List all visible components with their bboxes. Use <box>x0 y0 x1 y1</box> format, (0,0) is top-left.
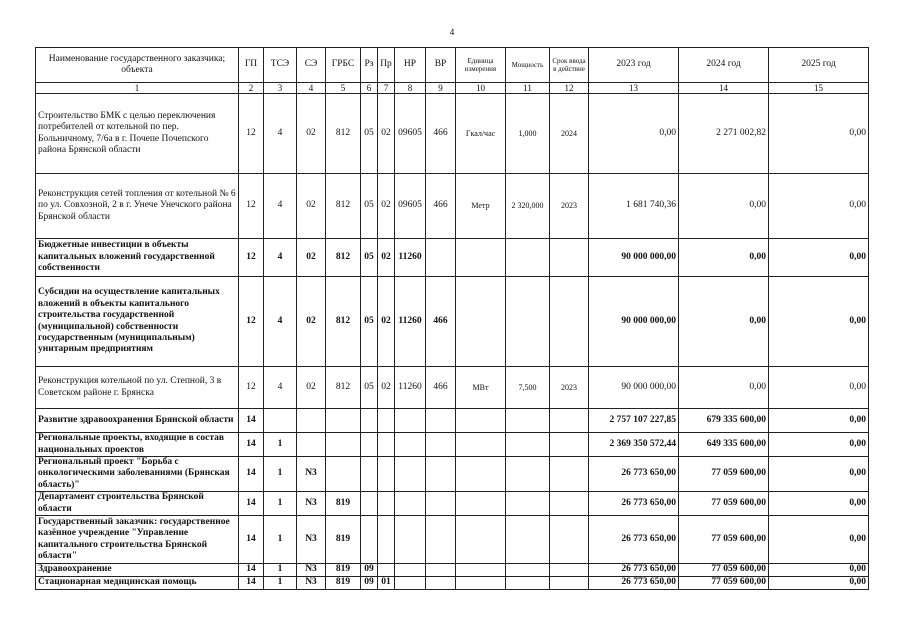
cell-amount-2025: 0,00 <box>769 492 869 516</box>
header-pr: Пр <box>378 48 395 83</box>
cell-rz: 09 <box>361 564 378 577</box>
table-row <box>36 94 869 174</box>
cell-commissioning-year <box>550 577 589 590</box>
cell-object-name: Реконструкция котельной по ул. Степной, 3 в Советском районе г. Брянска <box>36 367 239 409</box>
cell-pr: 02 <box>378 277 395 367</box>
cell-amount-2023: 90 000 000,00 <box>589 239 679 277</box>
cell-amount-2023: 26 773 650,00 <box>589 492 679 516</box>
cell-capacity <box>506 492 550 516</box>
column-index: 12 <box>550 83 589 94</box>
cell-nr: 09605 <box>395 94 426 174</box>
cell-amount-2023: 2 369 350 572,44 <box>589 433 679 457</box>
table-row <box>36 277 869 367</box>
cell-pr <box>378 457 395 492</box>
cell-pr <box>378 492 395 516</box>
cell-unit <box>456 457 506 492</box>
cell-amount-2024: 77 059 600,00 <box>679 492 769 516</box>
cell-rz: 09 <box>361 577 378 590</box>
cell-unit <box>456 433 506 457</box>
cell-vr: 466 <box>426 367 456 409</box>
cell-amount-2023: 26 773 650,00 <box>589 457 679 492</box>
cell-gp: 12 <box>239 239 264 277</box>
header-rz: Рз <box>361 48 378 83</box>
cell-grbs: 819 <box>326 577 361 590</box>
cell-gp: 14 <box>239 516 264 564</box>
cell-amount-2024: 0,00 <box>679 277 769 367</box>
cell-unit <box>456 564 506 577</box>
cell-vr <box>426 492 456 516</box>
cell-pr <box>378 564 395 577</box>
cell-grbs: 819 <box>326 516 361 564</box>
cell-amount-2024: 77 059 600,00 <box>679 564 769 577</box>
cell-grbs: 819 <box>326 492 361 516</box>
cell-amount-2025: 0,00 <box>769 239 869 277</box>
cell-grbs: 812 <box>326 367 361 409</box>
table-row <box>36 174 869 239</box>
cell-gp: 14 <box>239 409 264 433</box>
cell-unit <box>456 277 506 367</box>
cell-gp: 14 <box>239 457 264 492</box>
cell-nr: 09605 <box>395 174 426 239</box>
cell-se <box>297 409 326 433</box>
cell-vr <box>426 433 456 457</box>
cell-nr <box>395 492 426 516</box>
budget-table <box>35 47 869 590</box>
table-row <box>36 564 869 577</box>
cell-object-name: Стационарная медицинская помощь <box>36 577 239 590</box>
column-index: 10 <box>456 83 506 94</box>
cell-gp: 14 <box>239 577 264 590</box>
cell-commissioning-year <box>550 239 589 277</box>
cell-capacity: 1,000 <box>506 94 550 174</box>
cell-grbs: 812 <box>326 174 361 239</box>
header-row <box>36 48 869 83</box>
cell-tse: 1 <box>264 577 297 590</box>
cell-gp: 14 <box>239 433 264 457</box>
header-2023: 2023 год <box>589 48 679 83</box>
cell-gp: 14 <box>239 564 264 577</box>
column-index: 14 <box>679 83 769 94</box>
cell-pr <box>378 409 395 433</box>
cell-rz <box>361 516 378 564</box>
cell-amount-2024: 0,00 <box>679 367 769 409</box>
cell-rz: 05 <box>361 239 378 277</box>
cell-grbs: 812 <box>326 239 361 277</box>
column-index-row <box>36 83 869 94</box>
column-index: 1 <box>36 83 239 94</box>
cell-se: 02 <box>297 367 326 409</box>
cell-se: N3 <box>297 492 326 516</box>
cell-object-name: Строительство БМК с целью переключения потребителей от котельной по пер. Больничному, 7/6а в г. Почепе Почепского района Брянской области <box>36 94 239 174</box>
column-index: 13 <box>589 83 679 94</box>
cell-object-name: Региональные проекты, входящие в состав национальных проектов <box>36 433 239 457</box>
cell-grbs: 812 <box>326 277 361 367</box>
column-index: 11 <box>506 83 550 94</box>
cell-grbs: 812 <box>326 94 361 174</box>
cell-tse: 1 <box>264 433 297 457</box>
header-commissioning: Срок ввода в действие <box>550 48 589 83</box>
cell-grbs: 819 <box>326 564 361 577</box>
cell-se: 02 <box>297 239 326 277</box>
cell-nr: 11260 <box>395 367 426 409</box>
cell-amount-2024: 77 059 600,00 <box>679 516 769 564</box>
table-row <box>36 239 869 277</box>
cell-rz: 05 <box>361 277 378 367</box>
cell-se: N3 <box>297 516 326 564</box>
cell-gp: 12 <box>239 277 264 367</box>
cell-se: N3 <box>297 457 326 492</box>
cell-amount-2023: 0,00 <box>589 94 679 174</box>
cell-amount-2024: 0,00 <box>679 239 769 277</box>
cell-gp: 12 <box>239 174 264 239</box>
header-grbs: ГРБС <box>326 48 361 83</box>
cell-commissioning-year <box>550 564 589 577</box>
cell-tse: 4 <box>264 174 297 239</box>
cell-nr: 11260 <box>395 277 426 367</box>
cell-rz: 05 <box>361 94 378 174</box>
cell-se: 02 <box>297 94 326 174</box>
column-index: 2 <box>239 83 264 94</box>
cell-object-name: Реконструкция сетей топления от котельной № 6 по ул. Совхозной, 2 в г. Унече Унечского района Брянской области <box>36 174 239 239</box>
cell-amount-2025: 0,00 <box>769 367 869 409</box>
table-row <box>36 409 869 433</box>
cell-object-name: Региональный проект "Борьба с онкологическими заболеваниями (Брянская область)" <box>36 457 239 492</box>
cell-tse: 4 <box>264 94 297 174</box>
cell-tse: 1 <box>264 564 297 577</box>
cell-amount-2023: 1 681 740,36 <box>589 174 679 239</box>
cell-vr <box>426 564 456 577</box>
table-row <box>36 516 869 564</box>
cell-se: 02 <box>297 174 326 239</box>
cell-capacity <box>506 577 550 590</box>
column-index: 4 <box>297 83 326 94</box>
cell-se: N3 <box>297 564 326 577</box>
cell-object-name: Субсидии на осуществление капитальных вложений в объекты капитального строительства государственной (муниципальной) собственности государственным (муниципальным) унитарным предприятиям <box>36 277 239 367</box>
cell-commissioning-year: 2024 <box>550 94 589 174</box>
cell-amount-2025: 0,00 <box>769 409 869 433</box>
cell-capacity <box>506 457 550 492</box>
cell-rz <box>361 492 378 516</box>
cell-unit <box>456 239 506 277</box>
table-row <box>36 492 869 516</box>
cell-vr <box>426 577 456 590</box>
header-se: СЭ <box>297 48 326 83</box>
cell-amount-2025: 0,00 <box>769 433 869 457</box>
cell-rz <box>361 409 378 433</box>
header-2025: 2025 год <box>769 48 869 83</box>
cell-pr <box>378 516 395 564</box>
cell-capacity <box>506 277 550 367</box>
header-unit: Единица измерения <box>456 48 506 83</box>
column-index: 9 <box>426 83 456 94</box>
cell-unit: Метр <box>456 174 506 239</box>
cell-amount-2023: 26 773 650,00 <box>589 564 679 577</box>
cell-amount-2024: 2 271 002,82 <box>679 94 769 174</box>
header-tse: ТСЭ <box>264 48 297 83</box>
cell-amount-2025: 0,00 <box>769 174 869 239</box>
cell-grbs <box>326 457 361 492</box>
cell-nr <box>395 516 426 564</box>
cell-se: N3 <box>297 577 326 590</box>
cell-object-name: Развитие здравоохранения Брянской области <box>36 409 239 433</box>
cell-unit: МВт <box>456 367 506 409</box>
cell-tse: 1 <box>264 516 297 564</box>
cell-nr <box>395 457 426 492</box>
cell-tse: 4 <box>264 277 297 367</box>
cell-amount-2025: 0,00 <box>769 564 869 577</box>
cell-vr <box>426 457 456 492</box>
cell-unit: Гкал/час <box>456 94 506 174</box>
cell-amount-2025: 0,00 <box>769 277 869 367</box>
cell-grbs <box>326 433 361 457</box>
column-index: 3 <box>264 83 297 94</box>
cell-unit <box>456 492 506 516</box>
cell-rz <box>361 433 378 457</box>
cell-amount-2024: 649 335 600,00 <box>679 433 769 457</box>
cell-grbs <box>326 409 361 433</box>
cell-amount-2023: 26 773 650,00 <box>589 577 679 590</box>
cell-rz: 05 <box>361 367 378 409</box>
cell-commissioning-year <box>550 277 589 367</box>
table-row <box>36 433 869 457</box>
cell-amount-2025: 0,00 <box>769 516 869 564</box>
cell-rz <box>361 457 378 492</box>
cell-nr <box>395 433 426 457</box>
cell-tse: 1 <box>264 492 297 516</box>
header-gp: ГП <box>239 48 264 83</box>
cell-commissioning-year <box>550 516 589 564</box>
header-capacity: Мощность <box>506 48 550 83</box>
cell-rz: 05 <box>361 174 378 239</box>
cell-vr: 466 <box>426 174 456 239</box>
cell-capacity <box>506 564 550 577</box>
header-2024: 2024 год <box>679 48 769 83</box>
table-row <box>36 577 869 590</box>
column-index: 6 <box>361 83 378 94</box>
cell-se <box>297 433 326 457</box>
header-name: Наименование государственного заказчика; объекта <box>36 48 239 83</box>
cell-nr: 11260 <box>395 239 426 277</box>
cell-pr: 02 <box>378 94 395 174</box>
cell-pr: 02 <box>378 239 395 277</box>
cell-gp: 12 <box>239 94 264 174</box>
cell-tse <box>264 409 297 433</box>
column-index: 8 <box>395 83 426 94</box>
cell-unit <box>456 516 506 564</box>
cell-amount-2023: 90 000 000,00 <box>589 367 679 409</box>
cell-unit <box>456 409 506 433</box>
cell-vr <box>426 239 456 277</box>
cell-nr <box>395 409 426 433</box>
cell-capacity <box>506 239 550 277</box>
cell-commissioning-year <box>550 492 589 516</box>
cell-pr: 02 <box>378 367 395 409</box>
column-index: 15 <box>769 83 869 94</box>
cell-pr: 02 <box>378 174 395 239</box>
cell-commissioning-year <box>550 433 589 457</box>
cell-se: 02 <box>297 277 326 367</box>
cell-vr <box>426 516 456 564</box>
cell-capacity <box>506 516 550 564</box>
column-index: 7 <box>378 83 395 94</box>
cell-object-name: Здравоохранение <box>36 564 239 577</box>
cell-amount-2023: 90 000 000,00 <box>589 277 679 367</box>
header-vr: ВР <box>426 48 456 83</box>
cell-gp: 12 <box>239 367 264 409</box>
cell-capacity <box>506 433 550 457</box>
cell-commissioning-year: 2023 <box>550 174 589 239</box>
cell-unit <box>456 577 506 590</box>
table-row <box>36 367 869 409</box>
cell-vr: 466 <box>426 277 456 367</box>
cell-nr <box>395 577 426 590</box>
column-index: 5 <box>326 83 361 94</box>
cell-tse: 4 <box>264 367 297 409</box>
cell-gp: 14 <box>239 492 264 516</box>
cell-amount-2025: 0,00 <box>769 577 869 590</box>
cell-amount-2025: 0,00 <box>769 457 869 492</box>
cell-amount-2024: 77 059 600,00 <box>679 577 769 590</box>
cell-capacity: 7,500 <box>506 367 550 409</box>
cell-amount-2025: 0,00 <box>769 94 869 174</box>
cell-commissioning-year <box>550 409 589 433</box>
cell-amount-2023: 2 757 107 227,85 <box>589 409 679 433</box>
cell-capacity <box>506 409 550 433</box>
cell-amount-2023: 26 773 650,00 <box>589 516 679 564</box>
cell-pr: 01 <box>378 577 395 590</box>
cell-object-name: Бюджетные инвестиции в объекты капитальных вложений государственной собственности <box>36 239 239 277</box>
cell-vr <box>426 409 456 433</box>
header-nr: НР <box>395 48 426 83</box>
cell-amount-2024: 679 335 600,00 <box>679 409 769 433</box>
table-row <box>36 457 869 492</box>
cell-commissioning-year: 2023 <box>550 367 589 409</box>
cell-capacity: 2 320,000 <box>506 174 550 239</box>
cell-tse: 4 <box>264 239 297 277</box>
cell-pr <box>378 433 395 457</box>
cell-amount-2024: 77 059 600,00 <box>679 457 769 492</box>
cell-commissioning-year <box>550 457 589 492</box>
cell-vr: 466 <box>426 94 456 174</box>
cell-object-name: Государственный заказчик: государственное казённое учреждение "Управление капитального строительства Брянской области" <box>36 516 239 564</box>
page-number: 4 <box>449 27 455 37</box>
cell-tse: 1 <box>264 457 297 492</box>
cell-amount-2024: 0,00 <box>679 174 769 239</box>
cell-nr <box>395 564 426 577</box>
cell-object-name: Департамент строительства Брянской области <box>36 492 239 516</box>
